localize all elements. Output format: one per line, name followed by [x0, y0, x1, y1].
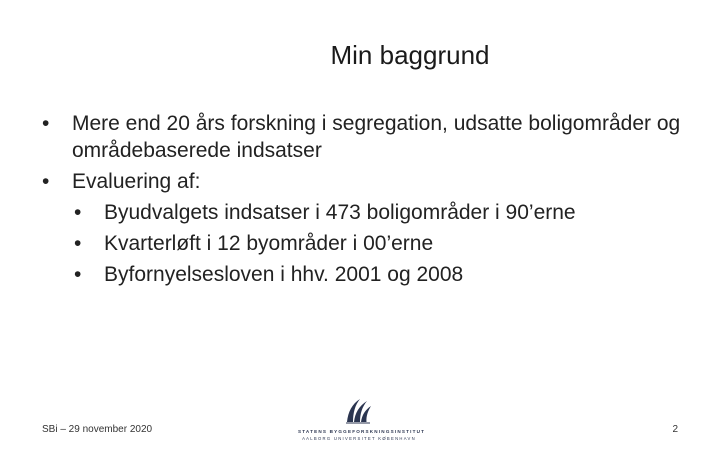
bullet-marker: •: [74, 201, 82, 224]
bullet-list: [42, 110, 682, 292]
bullet-marker: •: [42, 170, 50, 193]
bullet-item: [42, 110, 682, 164]
sub-bullet-item: [74, 199, 682, 226]
logo-text-line1: STATENS BYGGEFORSKNINGSINSTITUT: [298, 429, 426, 434]
bullet-marker: •: [42, 112, 50, 135]
sbi-logo-icon: [343, 396, 373, 424]
footer-date: SBi – 29 november 2020: [42, 424, 153, 435]
bullet-text: Mere end 20 års forskning i segregation, udsatte boligområder og områdebaserede indsatser: [72, 112, 681, 162]
bullet-text: Kvarterløft i 12 byområder i 00’erne: [104, 232, 434, 255]
sbi-logo: [298, 396, 426, 442]
page-number: 2: [672, 424, 678, 435]
sub-bullet-item: [74, 261, 682, 288]
logo-text-line2: AALBORG UNIVERSITET KØBENHAVN: [302, 436, 416, 441]
bullet-text: Evaluering af:: [72, 170, 201, 193]
bullet-item: [42, 168, 682, 195]
bullet-marker: •: [74, 232, 82, 255]
bullet-text: Byudvalgets indsatser i 473 boligområder i 90’erne: [104, 201, 576, 224]
bullet-marker: •: [74, 263, 82, 286]
slide-title: Min baggrund: [330, 40, 490, 70]
bullet-text: Byfornyelsesloven i hhv. 2001 og 2008: [104, 263, 464, 286]
sub-bullet-item: [74, 230, 682, 257]
